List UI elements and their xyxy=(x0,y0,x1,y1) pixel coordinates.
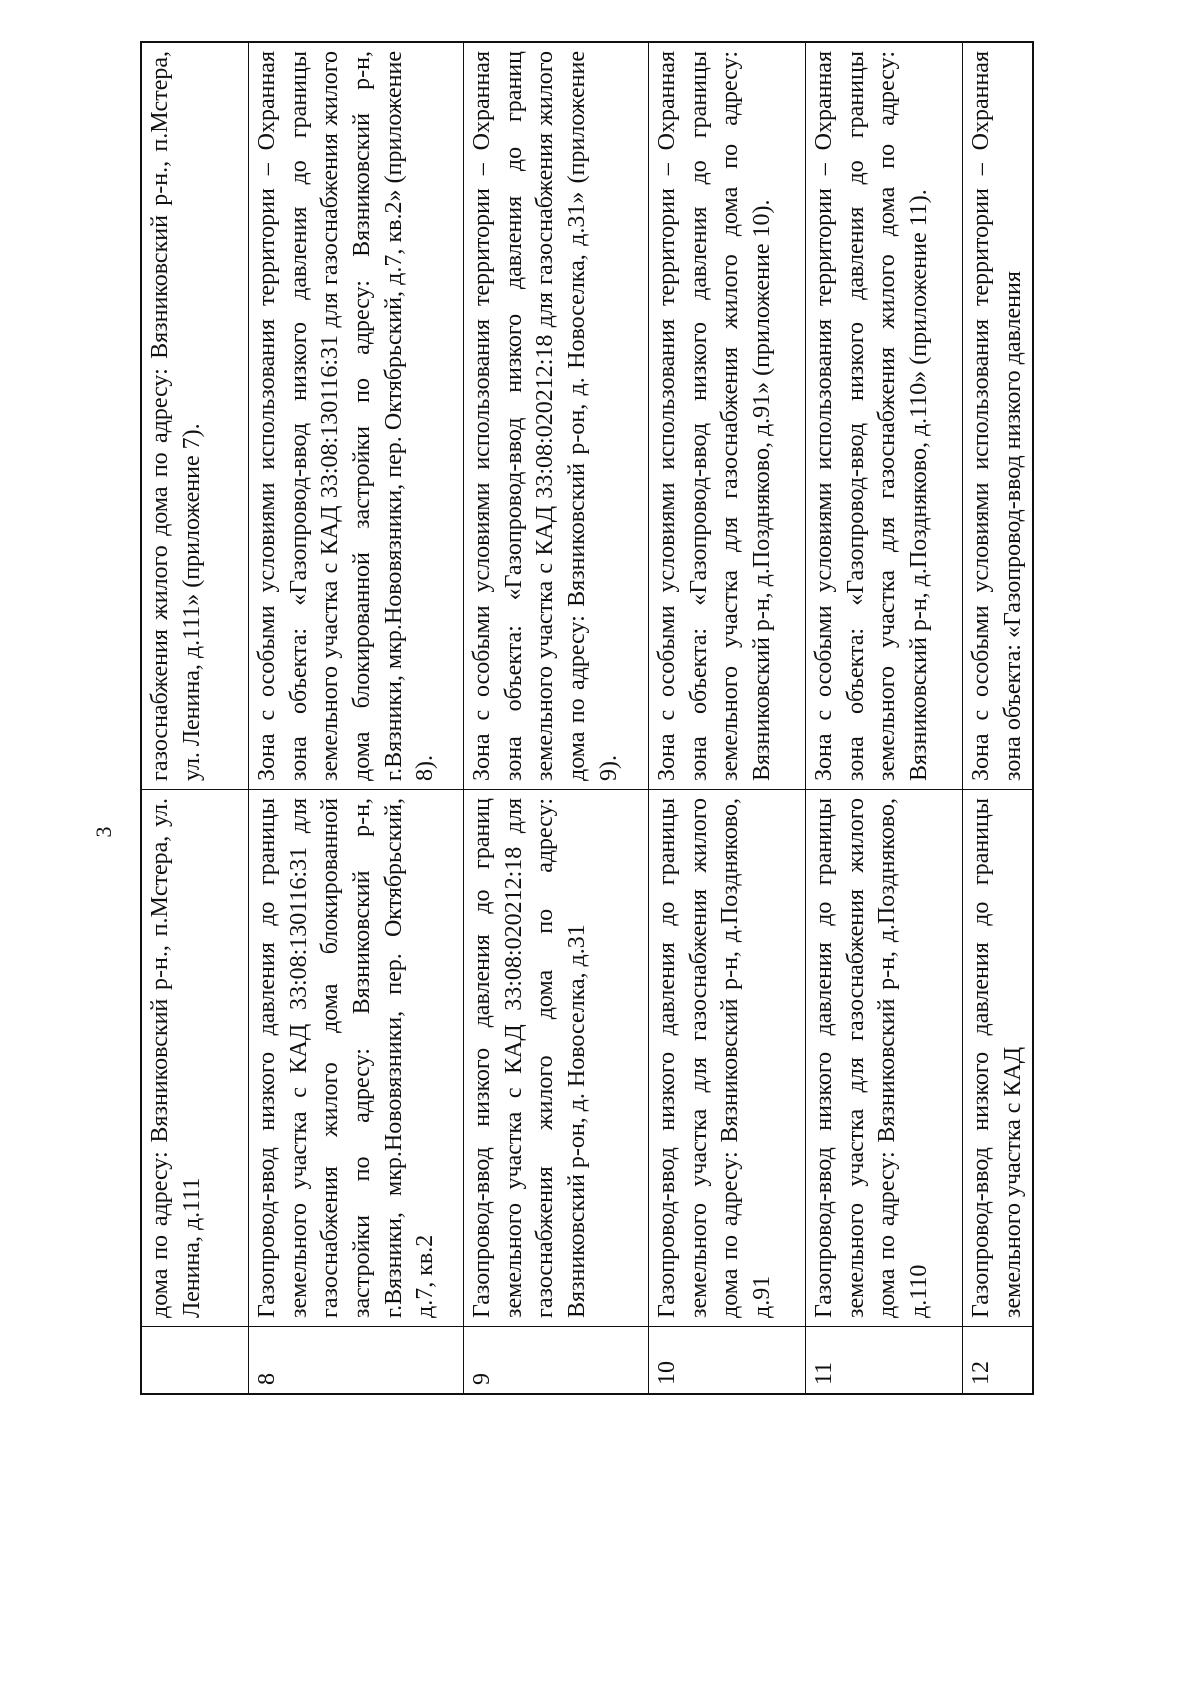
protection-zones-table xyxy=(140,41,1034,1395)
table-row xyxy=(249,42,464,1394)
object-description: дома по адресу: Вязниковский р-н., п.Мстера, ул. Ленина, д.111 xyxy=(141,790,249,1327)
zone-description: Зона с особыми условиями использования территории – Охранная зона объекта: «Газопровод-ввод низкого давления до границ земельного участка с КАД 33:08:020212:18 для газоснабжения жилого дома по адресу: Вязниковский р-он, д. Новоселка, д.31» (приложение 9). xyxy=(464,42,649,790)
object-description: Газопровод-ввод низкого давления до границы земельного участка с КАД 33:08:130116:31 для газоснабжения жилого дома блокированной застройки по адресу: Вязниковский р-н, г.Вязники, мкр.Нововязники, пер. Октябрьский, д.7, кв.2 xyxy=(249,790,464,1327)
row-number xyxy=(141,1327,249,1395)
table-row xyxy=(963,42,1034,1394)
table-row xyxy=(141,42,249,1394)
zone-description: газоснабжения жилого дома по адресу: Вязниковский р-н., п.Мстера, ул. Ленина, д.111» (приложение 7). xyxy=(141,42,249,790)
object-description: Газопровод-ввод низкого давления до границ земельного участка с КАД 33:08:020212:18 для газоснабжения жилого дома по адресу: Вязниковский р-он, д. Новоселка, д.31 xyxy=(464,790,649,1327)
row-number: 8 xyxy=(249,1327,464,1395)
page-number: 3 xyxy=(91,826,116,838)
object-description: Газопровод-ввод низкого давления до границы земельного участка с КАД xyxy=(963,790,1034,1327)
document-table-container xyxy=(140,51,1050,1395)
object-description: Газопровод-ввод низкого давления до границы земельного участка для газоснабжения жилого дома по адресу: Вязниковский р-н, д.Поздняково, д.91 xyxy=(649,790,806,1327)
row-number: 10 xyxy=(649,1327,806,1395)
row-number: 11 xyxy=(806,1327,963,1395)
table-row xyxy=(649,42,806,1394)
table-row xyxy=(464,42,649,1394)
row-number: 12 xyxy=(963,1327,1034,1395)
table-row xyxy=(806,42,963,1394)
zone-description: Зона с особыми условиями использования территории – Охранная зона объекта: «Газопровод-ввод низкого давления до границы земельного участка с КАД 33:08:130116:31 для газоснабжения жилого дома блокированной застройки по адресу: Вязниковский р-н, г.Вязники, мкр.Нововязники, пер. Октябрьский, д.7, кв.2» (приложение 8). xyxy=(249,42,464,790)
zone-description: Зона с особыми условиями использования территории – Охранная зона объекта: «Газопровод-ввод низкого давления xyxy=(963,42,1034,790)
object-description: Газопровод-ввод низкого давления до границы земельного участка для газоснабжения жилого дома по адресу: Вязниковский р-н, д.Поздняково, д.110 xyxy=(806,790,963,1327)
zone-description: Зона с особыми условиями использования территории – Охранная зона объекта: «Газопровод-ввод низкого давления до границы земельного участка для газоснабжения жилого дома по адресу: Вязниковский р-н, д.Поздняково, д.91» (приложение 10). xyxy=(649,42,806,790)
zone-description: Зона с особыми условиями использования территории – Охранная зона объекта: «Газопровод-ввод низкого давления до границы земельного участка для газоснабжения жилого дома по адресу: Вязниковский р-н, д.Поздняково, д.110» (приложение 11). xyxy=(806,42,963,790)
row-number: 9 xyxy=(464,1327,649,1395)
